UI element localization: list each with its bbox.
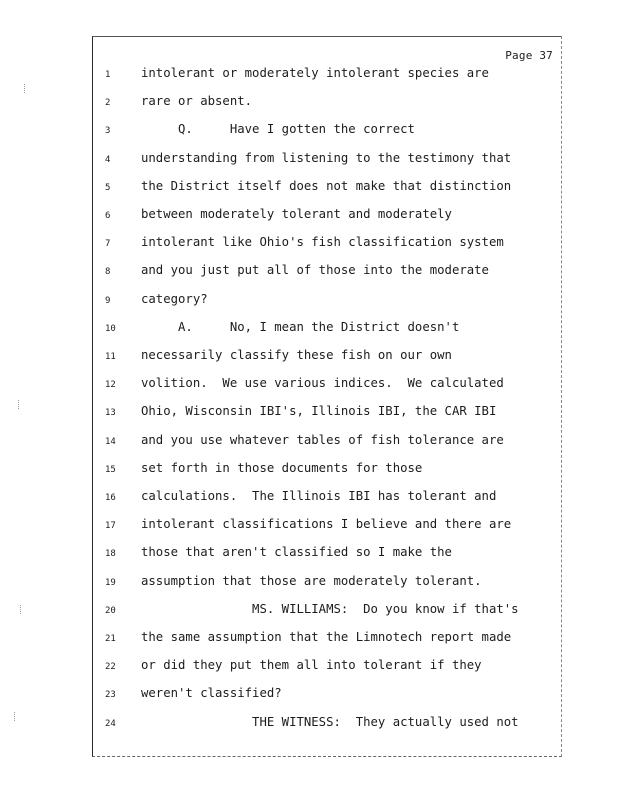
transcript-line xyxy=(93,94,563,114)
transcript-line xyxy=(93,320,563,340)
page-number: Page 37 xyxy=(505,49,553,62)
line-text: the same assumption that the Limnotech report made xyxy=(141,630,512,644)
line-text: category? xyxy=(141,291,208,306)
line-text: between moderately tolerant and moderately xyxy=(141,207,452,221)
line-number: 17 xyxy=(105,521,116,532)
line-number: 11 xyxy=(105,352,116,362)
line-text: THE WITNESS: They actually used not xyxy=(141,714,519,729)
transcript-line xyxy=(93,658,563,678)
transcript-line xyxy=(93,66,563,86)
transcript-line xyxy=(93,122,563,142)
transcript-line xyxy=(93,207,563,227)
line-text: rare or absent. xyxy=(141,94,253,109)
transcript-line xyxy=(93,376,563,396)
transcript-page xyxy=(92,36,562,757)
line-number: 3 xyxy=(105,126,111,137)
line-number: 10 xyxy=(105,323,116,334)
line-text: set forth in those documents for those xyxy=(141,460,423,475)
margin-speck xyxy=(24,84,28,93)
margin-speck xyxy=(14,712,18,721)
line-text: and you use whatever tables of fish tolerance are xyxy=(141,432,504,447)
transcript-line xyxy=(93,517,563,537)
line-text: intolerant or moderately intolerant species are xyxy=(141,66,489,80)
line-number: 15 xyxy=(105,464,116,475)
line-number: 7 xyxy=(105,239,111,250)
line-text: A. No, I mean the District doesn't xyxy=(141,319,460,334)
transcript-line xyxy=(93,263,563,283)
line-number: 22 xyxy=(105,662,116,673)
line-text: the District itself does not make that distinction xyxy=(141,178,512,193)
transcript-line xyxy=(93,630,563,650)
line-number: 24 xyxy=(105,718,116,729)
line-number: 9 xyxy=(105,295,111,306)
margin-speck xyxy=(20,605,24,614)
line-number: 13 xyxy=(105,408,116,419)
line-number: 19 xyxy=(105,577,116,588)
transcript-line xyxy=(93,602,563,622)
line-text: necessarily classify these fish on our own xyxy=(141,348,452,362)
line-number: 16 xyxy=(105,493,116,503)
margin-speck xyxy=(18,400,22,409)
line-text: weren't classified? xyxy=(141,686,282,701)
line-number: 8 xyxy=(105,267,111,278)
transcript-line xyxy=(93,235,563,255)
line-number: 21 xyxy=(105,634,116,644)
line-number: 2 xyxy=(105,98,111,109)
line-text: those that aren't classified so I make the xyxy=(141,545,452,560)
transcript-line xyxy=(93,461,563,481)
line-number: 4 xyxy=(105,154,111,165)
transcript-line xyxy=(93,151,563,171)
line-number: 23 xyxy=(105,690,116,701)
line-text: and you just put all of those into the moderate xyxy=(141,263,489,278)
line-text: understanding from listening to the testimony that xyxy=(141,150,512,165)
line-text: Q. Have I gotten the correct xyxy=(141,122,415,137)
line-text: volition. We use various indices. We calculated xyxy=(141,376,504,391)
line-number: 5 xyxy=(105,182,111,193)
line-text: calculations. The Illinois IBI has tolerant and xyxy=(141,489,497,503)
line-text: assumption that those are moderately tolerant. xyxy=(141,573,482,588)
transcript-line xyxy=(93,574,563,594)
transcript-line xyxy=(93,489,563,509)
transcript-line xyxy=(93,292,563,312)
transcript-line xyxy=(93,348,563,368)
line-number: 6 xyxy=(105,211,111,221)
line-number: 1 xyxy=(105,70,111,80)
transcript-line xyxy=(93,433,563,453)
transcript-line xyxy=(93,179,563,199)
transcript-line xyxy=(93,404,563,424)
transcript-line xyxy=(93,545,563,565)
line-number: 20 xyxy=(105,605,116,616)
line-text: intolerant like Ohio's fish classification system xyxy=(141,235,504,250)
line-text: or did they put them all into tolerant if they xyxy=(141,658,482,673)
line-number: 12 xyxy=(105,380,116,391)
transcript-line xyxy=(93,686,563,706)
line-text: intolerant classifications I believe and there are xyxy=(141,517,512,532)
transcript-line xyxy=(93,715,563,735)
line-number: 14 xyxy=(105,436,116,447)
line-number: 18 xyxy=(105,549,116,560)
line-text: Ohio, Wisconsin IBI's, Illinois IBI, the CAR IBI xyxy=(141,404,497,419)
line-text: MS. WILLIAMS: Do you know if that's xyxy=(141,601,519,616)
